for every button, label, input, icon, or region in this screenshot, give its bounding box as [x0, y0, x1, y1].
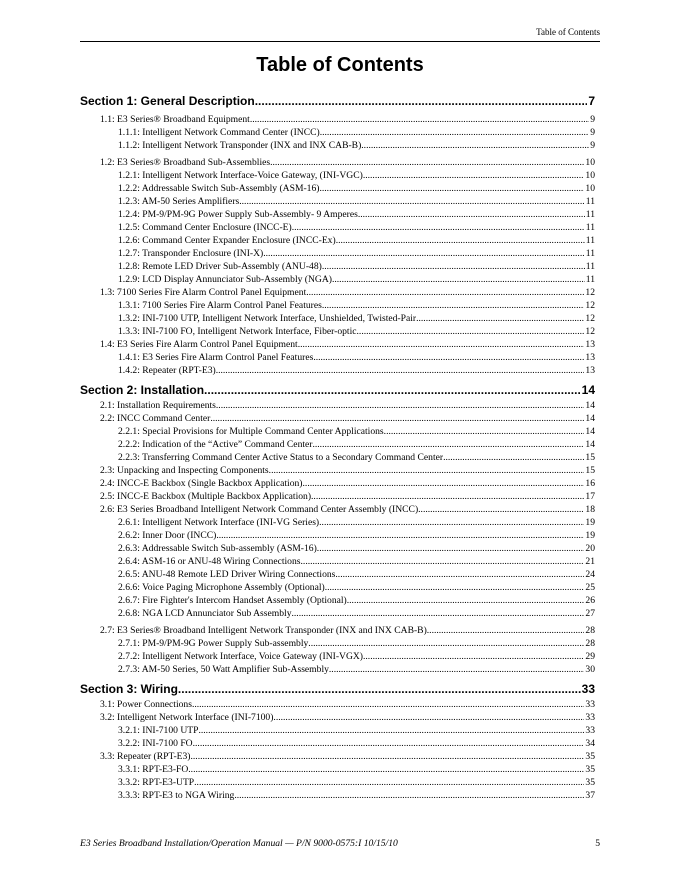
toc-entry-page: 17 — [585, 491, 595, 502]
toc-entry-page: 10 — [585, 157, 595, 168]
toc-entry[interactable] — [80, 260, 595, 273]
toc-entry-title: 1.2.4: PM-9/PM-9G Power Supply Sub-Assembly- 9 Amperes — [118, 209, 358, 220]
dot-leader — [308, 637, 584, 650]
toc-entry[interactable] — [80, 169, 595, 182]
toc-entry-title: 2.2: INCC Command Center — [100, 413, 211, 424]
dot-leader — [303, 477, 585, 490]
toc-entry-page: 15 — [585, 465, 595, 476]
dot-leader — [198, 724, 584, 737]
page-footer — [80, 838, 600, 849]
toc-entry-title: 1.2.7: Transponder Enclosure (INI-X) — [118, 248, 264, 259]
toc-entry-title: 2.6.1: Intelligent Network Interface (INI-VG Series) — [118, 517, 320, 528]
toc-entry[interactable] — [80, 594, 595, 607]
toc-entry-title: 2.4: INCC-E Backbox (Single Backbox Application) — [100, 478, 303, 489]
toc-entry[interactable] — [80, 425, 595, 438]
dot-leader — [317, 542, 585, 555]
toc-entry-page: 35 — [585, 764, 595, 775]
dot-leader — [301, 555, 585, 568]
toc-entry-page: 9 — [590, 127, 595, 138]
toc-entry-title: 2.3: Unpacking and Inspecting Components — [100, 465, 269, 476]
toc-entry-title: 3.2: Intelligent Network Interface (INI-7100) — [100, 712, 274, 723]
dot-leader — [216, 399, 585, 412]
toc-entry-title: 2.7.1: PM-9/PM-9G Power Supply Sub-assembly — [118, 638, 309, 649]
toc-entry-title: 1.3: 7100 Series Fire Alarm Control Panel Equipment — [100, 287, 307, 298]
toc-entry-title: 2.6.3: Addressable Switch Sub-assembly (ASM-16) — [118, 543, 317, 554]
toc-entry-page: 14 — [585, 439, 595, 450]
toc-entry[interactable] — [80, 711, 595, 724]
toc-entry-page: 27 — [585, 608, 595, 619]
toc-section-entry[interactable] — [80, 681, 595, 697]
dot-leader — [384, 425, 585, 438]
dot-leader — [325, 581, 585, 594]
toc-entry-page: 15 — [585, 452, 595, 463]
toc-entry[interactable] — [80, 663, 595, 676]
toc-entry[interactable] — [80, 399, 595, 412]
toc-entry-title: 1.4.2: Repeater (RPT-E3) — [118, 365, 216, 376]
toc-entry-page: 20 — [585, 543, 595, 554]
toc-entry-title: 1.3.1: 7100 Series Fire Alarm Control Panel Features — [118, 300, 322, 311]
dot-leader — [292, 221, 585, 234]
toc-entry-title: 2.2.3: Transferring Command Center Active Status to a Secondary Command Center — [118, 452, 444, 463]
toc-entry[interactable] — [80, 607, 595, 620]
footer-manual-title: E3 Series Broadband Installation/Operation Manual — P/N 9000-0575:I 10/15/10 — [80, 838, 398, 849]
toc-entry-page: 11 — [585, 274, 595, 285]
toc-entry[interactable] — [80, 156, 595, 169]
toc-entry[interactable] — [80, 568, 595, 581]
dot-leader — [322, 299, 585, 312]
toc-entry-title: 2.7: E3 Series® Broadband Intelligent Network Transponder (INX and INX CAB-B) — [100, 625, 427, 636]
toc-entry[interactable] — [80, 247, 595, 260]
dot-leader — [427, 624, 585, 637]
dot-leader — [358, 208, 585, 221]
toc-entry-title: 3.3: Repeater (RPT-E3) — [100, 751, 191, 762]
toc-entry[interactable] — [80, 650, 595, 663]
toc-entry[interactable] — [80, 208, 595, 221]
footer-page-number: 5 — [595, 838, 600, 849]
dot-leader — [322, 260, 585, 273]
toc-entry-page: 11 — [585, 196, 595, 207]
dot-leader — [269, 464, 585, 477]
toc-entry[interactable] — [80, 637, 595, 650]
toc-entry-title: 1.1.1: Intelligent Network Command Center (INCC) — [118, 127, 320, 138]
toc-entry-page: 28 — [585, 638, 595, 649]
dot-leader — [363, 650, 584, 663]
toc-entry-page: 33 — [581, 682, 595, 696]
dot-leader — [263, 247, 585, 260]
dot-leader — [357, 325, 585, 338]
toc-entry-page: 14 — [585, 413, 595, 424]
toc-entry[interactable] — [80, 624, 595, 637]
toc-entry-title: 2.6.8: NGA LCD Annunciator Sub Assembly — [118, 608, 292, 619]
toc-entry-page: 11 — [585, 248, 595, 259]
toc-entry-title: 3.2.2: INI-7100 FO — [118, 738, 193, 749]
running-header: Table of Contents — [536, 27, 600, 37]
toc-entry-page: 33 — [585, 712, 595, 723]
toc-entry-page: 33 — [585, 725, 595, 736]
dot-leader — [239, 195, 585, 208]
dot-leader — [320, 126, 590, 139]
dot-leader — [319, 516, 584, 529]
dot-leader — [255, 93, 588, 109]
toc-entry-page: 9 — [590, 140, 595, 151]
toc-entry-title: 1.1.2: Intelligent Network Transponder (INX and INX CAB-B) — [118, 140, 362, 151]
dot-leader — [216, 364, 585, 377]
dot-leader — [192, 698, 584, 711]
toc-entry-title: 3.3.1: RPT-E3-FO — [118, 764, 189, 775]
toc-entry-page: 9 — [590, 114, 595, 125]
dot-leader — [178, 681, 581, 697]
toc-entry-page: 21 — [585, 556, 595, 567]
toc-entry[interactable] — [80, 438, 595, 451]
toc-entry[interactable] — [80, 581, 595, 594]
toc-entry-title: 1.2.9: LCD Display Annunciator Sub-Assembly (NGA) — [118, 274, 332, 285]
toc-entry[interactable] — [80, 113, 595, 126]
dot-leader — [311, 490, 584, 503]
dot-leader — [332, 273, 585, 286]
toc-entry-page: 19 — [585, 517, 595, 528]
toc-entry-page: 35 — [585, 751, 595, 762]
toc-section-entry[interactable] — [80, 382, 595, 398]
toc-entry-title: 2.6.7: Fire Fighter's Intercom Handset Assembly (Optional) — [118, 595, 347, 606]
dot-leader — [416, 312, 584, 325]
toc-entry[interactable] — [80, 763, 595, 776]
dot-leader — [273, 711, 584, 724]
toc-entry-title: 1.4.1: E3 Series Fire Alarm Control Panel Features — [118, 352, 314, 363]
dot-leader — [347, 594, 585, 607]
toc-entry-title: 1.2.2: Addressable Switch Sub-Assembly (ASM-16) — [118, 183, 320, 194]
toc-entry[interactable] — [80, 286, 595, 299]
dot-leader — [306, 286, 584, 299]
toc-entry-page: 10 — [585, 170, 595, 181]
toc-entry-page: 14 — [585, 400, 595, 411]
toc-entry[interactable] — [80, 542, 595, 555]
toc-entry-title: 2.7.3: AM-50 Series, 50 Watt Amplifier Sub-Assembly — [118, 664, 329, 675]
toc-entry-page: 30 — [585, 664, 595, 675]
toc-entry[interactable] — [80, 698, 595, 711]
toc-entry[interactable] — [80, 529, 595, 542]
toc-entry-page: 12 — [585, 313, 595, 324]
toc-entry-title: 1.2: E3 Series® Broadband Sub-Assemblies — [100, 157, 271, 168]
dot-leader — [191, 750, 585, 763]
dot-leader — [250, 113, 589, 126]
toc-entry[interactable] — [80, 724, 595, 737]
toc-entry[interactable] — [80, 477, 595, 490]
toc-entry[interactable] — [80, 182, 595, 195]
toc-entry[interactable] — [80, 750, 595, 763]
toc-entry-title: 1.2.5: Command Center Enclosure (INCC-E) — [118, 222, 292, 233]
dot-leader — [193, 737, 585, 750]
toc-entry-page: 14 — [585, 426, 595, 437]
toc-entry-page: 12 — [585, 326, 595, 337]
toc-entry-page: 12 — [585, 287, 595, 298]
toc-entry[interactable] — [80, 139, 595, 152]
toc-entry[interactable] — [80, 503, 595, 516]
toc-entry-page: 11 — [585, 222, 595, 233]
toc-entry[interactable] — [80, 516, 595, 529]
toc-entry[interactable] — [80, 451, 595, 464]
toc-entry-page: 28 — [585, 625, 595, 636]
toc-entry-title: 2.1: Installation Requirements — [100, 400, 216, 411]
toc-entry-title: Section 2: Installation — [80, 383, 205, 397]
toc-entry-title: Section 3: Wiring — [80, 682, 178, 696]
toc-entry-title: 1.2.6: Command Center Expander Enclosure (INCC-Ex) — [118, 235, 336, 246]
toc-entry[interactable] — [80, 490, 595, 503]
toc-entry-title: 3.2.1: INI-7100 UTP — [118, 725, 199, 736]
toc-entry-title: Section 1: General Description — [80, 94, 255, 108]
toc-entry-page: 13 — [585, 339, 595, 350]
dot-leader — [313, 351, 584, 364]
toc-entry-page: 19 — [585, 530, 595, 541]
dot-leader — [234, 789, 584, 802]
toc-entry[interactable] — [80, 412, 595, 425]
toc-entry-page: 12 — [585, 300, 595, 311]
dot-leader — [298, 338, 585, 351]
dot-leader — [443, 451, 584, 464]
toc-section-entry[interactable] — [80, 93, 595, 109]
dot-leader — [336, 234, 585, 247]
toc-entry-title: 2.6.2: Inner Door (INCC) — [118, 530, 217, 541]
toc-entry-title: 1.2.1: Intelligent Network Interface-Voice Gateway, (INI-VGC) — [118, 170, 363, 181]
toc-entry-title: 1.3.3: INI-7100 FO, Intelligent Network Interface, Fiber-optic — [118, 326, 357, 337]
toc-entry-page: 11 — [585, 209, 595, 220]
toc-entry-page: 34 — [585, 738, 595, 749]
toc-entry[interactable] — [80, 325, 595, 338]
toc-entry-title: 2.6: E3 Series Broadband Intelligent Network Command Center Assembly (INCC) — [100, 504, 419, 515]
dot-leader — [329, 663, 585, 676]
toc-entry-page: 13 — [585, 365, 595, 376]
toc-entry[interactable] — [80, 234, 595, 247]
toc-entry-title: 2.6.4: ASM-16 or ANU-48 Wiring Connections — [118, 556, 301, 567]
toc-entry-title: 2.5: INCC-E Backbox (Multiple Backbox Application) — [100, 491, 312, 502]
toc-entry-page: 14 — [581, 383, 595, 397]
toc-entry-title: 1.1: E3 Series® Broadband Equipment — [100, 114, 250, 125]
toc-entry[interactable] — [80, 299, 595, 312]
dot-leader — [319, 182, 584, 195]
toc-entry-page: 11 — [585, 261, 595, 272]
table-of-contents — [80, 93, 595, 802]
toc-entry-title: 2.7.2: Intelligent Network Interface, Voice Gateway (INI-VGX) — [118, 651, 363, 662]
dot-leader — [363, 169, 585, 182]
toc-entry-page: 33 — [585, 699, 595, 710]
toc-entry-page: 7 — [588, 94, 595, 108]
toc-entry-page: 13 — [585, 352, 595, 363]
dot-leader — [361, 139, 589, 152]
toc-entry-page: 37 — [585, 790, 595, 801]
toc-entry[interactable] — [80, 737, 595, 750]
dot-leader — [335, 568, 584, 581]
toc-entry[interactable] — [80, 789, 595, 802]
toc-entry-title: 2.6.6: Voice Paging Microphone Assembly (Optional) — [118, 582, 325, 593]
toc-entry[interactable] — [80, 221, 595, 234]
toc-entry-title: 1.2.8: Remote LED Driver Sub-Assembly (ANU-48) — [118, 261, 322, 272]
toc-entry[interactable] — [80, 464, 595, 477]
dot-leader — [210, 412, 584, 425]
dot-leader — [194, 776, 584, 789]
toc-entry-page: 10 — [585, 183, 595, 194]
toc-entry[interactable] — [80, 273, 595, 286]
toc-entry[interactable] — [80, 312, 595, 325]
toc-entry[interactable] — [80, 555, 595, 568]
toc-entry[interactable] — [80, 351, 595, 364]
toc-entry-title: 3.3.2: RPT-E3-UTP — [118, 777, 195, 788]
dot-leader — [204, 382, 581, 398]
dot-leader — [270, 156, 584, 169]
toc-entry-title: 2.2.1: Special Provisions for Multiple Command Center Applications — [118, 426, 384, 437]
dot-leader — [216, 529, 584, 542]
toc-entry-title: 1.4: E3 Series Fire Alarm Control Panel Equipment — [100, 339, 298, 350]
page-title: Table of Contents — [256, 54, 424, 76]
toc-entry-title: 1.2.3: AM-50 Series Amplifiers — [118, 196, 240, 207]
toc-entry[interactable] — [80, 364, 595, 377]
toc-entry[interactable] — [80, 126, 595, 139]
toc-entry-page: 11 — [585, 235, 595, 246]
toc-entry[interactable] — [80, 776, 595, 789]
toc-entry-title: 3.3.3: RPT-E3 to NGA Wiring — [118, 790, 235, 801]
toc-entry-page: 29 — [585, 651, 595, 662]
toc-entry-title: 2.2.2: Indication of the “Active” Command Center — [118, 439, 313, 450]
toc-entry-title: 3.1: Power Connections — [100, 699, 192, 710]
toc-entry[interactable] — [80, 195, 595, 208]
toc-entry[interactable] — [80, 338, 595, 351]
toc-entry-page: 26 — [585, 595, 595, 606]
dot-leader — [312, 438, 584, 451]
toc-entry-page: 24 — [585, 569, 595, 580]
toc-entry-page: 25 — [585, 582, 595, 593]
toc-entry-title: 2.6.5: ANU-48 Remote LED Driver Wiring Connections — [118, 569, 336, 580]
toc-entry-page: 35 — [585, 777, 595, 788]
dot-leader — [188, 763, 584, 776]
dot-leader — [418, 503, 584, 516]
toc-entry-page: 16 — [585, 478, 595, 489]
dot-leader — [292, 607, 585, 620]
toc-entry-title: 1.3.2: INI-7100 UTP, Intelligent Network Interface, Unshielded, Twisted-Pair — [118, 313, 417, 324]
header-rule — [80, 41, 600, 42]
toc-entry-page: 18 — [585, 504, 595, 515]
